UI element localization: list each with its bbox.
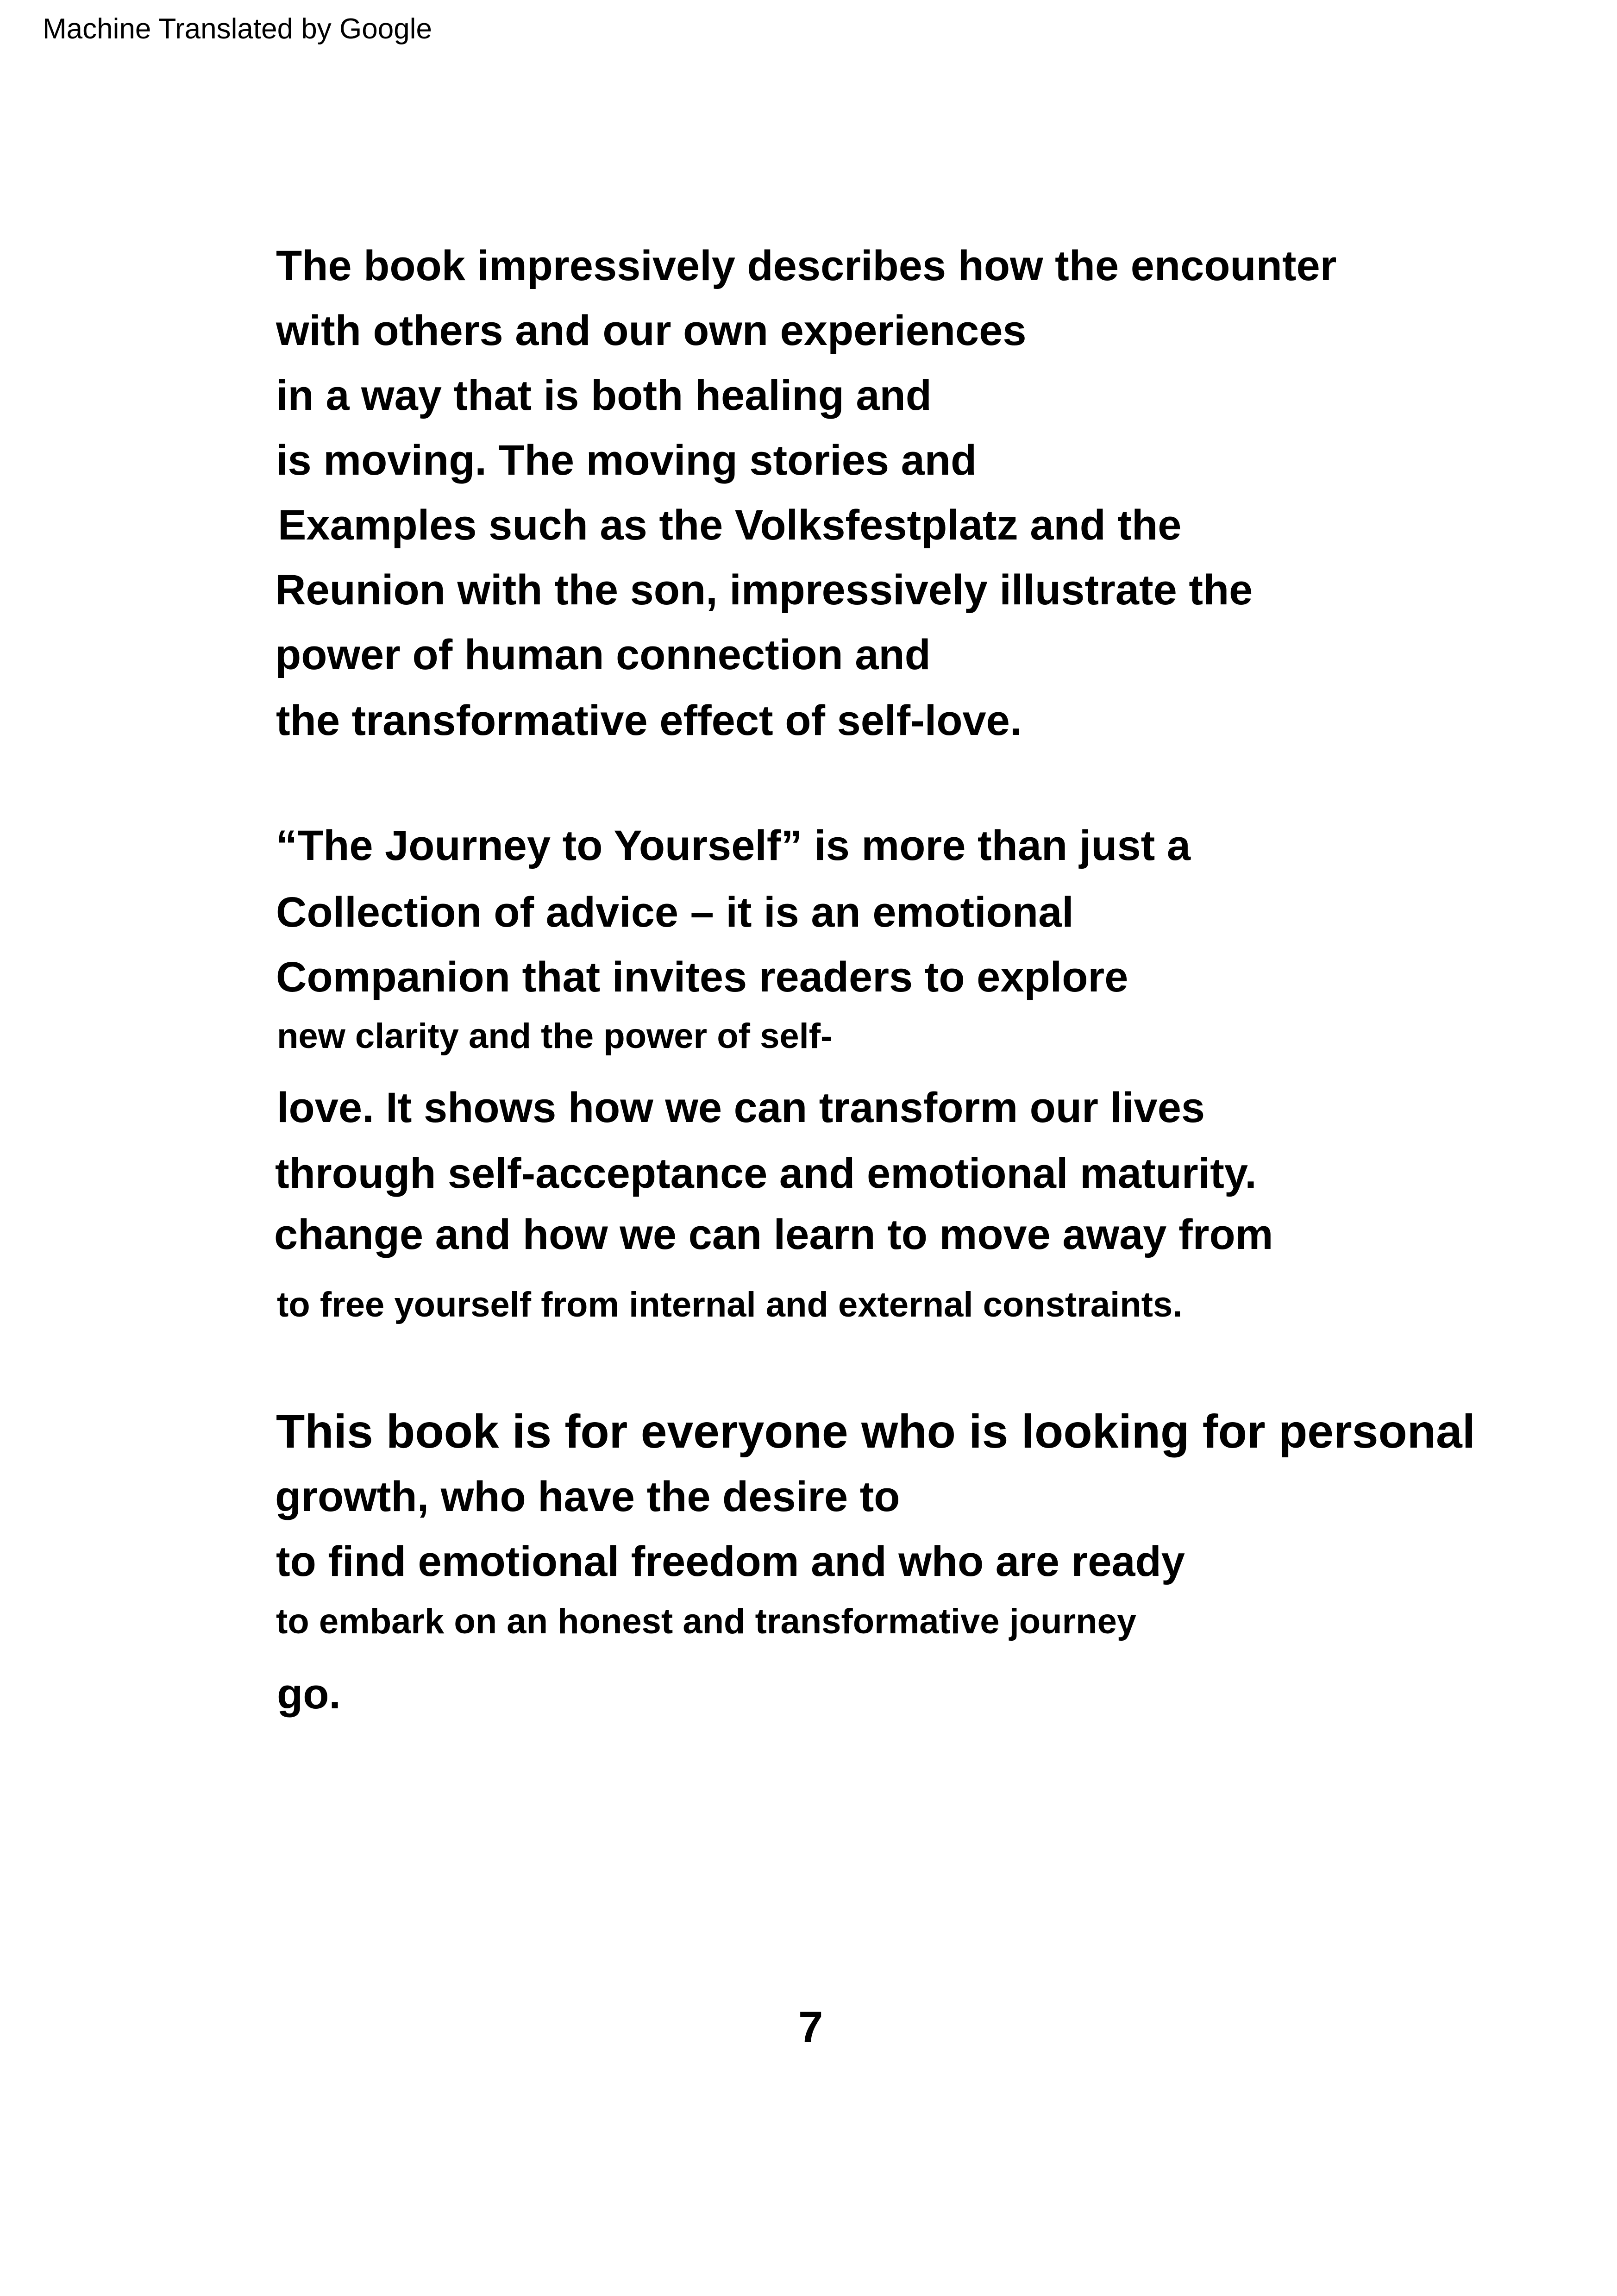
text-line: power of human connection and: [275, 631, 931, 678]
text-line: Reunion with the son, impressively illustrate the: [275, 566, 1253, 614]
text-line: with others and our own experiences: [276, 307, 1027, 354]
text-line: Companion that invites readers to explore: [276, 954, 1128, 1001]
text-line: This book is for everyone who is looking for personal: [276, 1405, 1476, 1458]
text-line: is moving. The moving stories and: [276, 437, 977, 484]
text-line: to free yourself from internal and external constraints.: [277, 1285, 1183, 1324]
text-line: change and how we can learn to move away from: [274, 1211, 1273, 1258]
text-line: to embark on an honest and transformative journey: [276, 1602, 1137, 1641]
page-number: 7: [798, 2002, 823, 2052]
text-line: Examples such as the Volksfestplatz and the: [278, 502, 1182, 549]
text-line: go.: [277, 1670, 341, 1718]
text-line: in a way that is both healing and: [276, 372, 932, 419]
text-line: the transformative effect of self-love.: [276, 697, 1022, 744]
text-line: through self-acceptance and emotional maturity.: [275, 1150, 1257, 1197]
text-line: to find emotional freedom and who are ready: [276, 1538, 1185, 1585]
text-line: “The Journey to Yourself” is more than just a: [276, 822, 1191, 869]
text-line: new clarity and the power of self-: [277, 1016, 833, 1056]
text-line: The book impressively describes how the encounter: [276, 242, 1337, 289]
text-line: growth, who have the desire to: [275, 1473, 900, 1520]
translation-notice: Machine Translated by Google: [43, 13, 432, 45]
text-line: Collection of advice – it is an emotional: [276, 889, 1074, 936]
text-line: love. It shows how we can transform our lives: [277, 1084, 1205, 1131]
